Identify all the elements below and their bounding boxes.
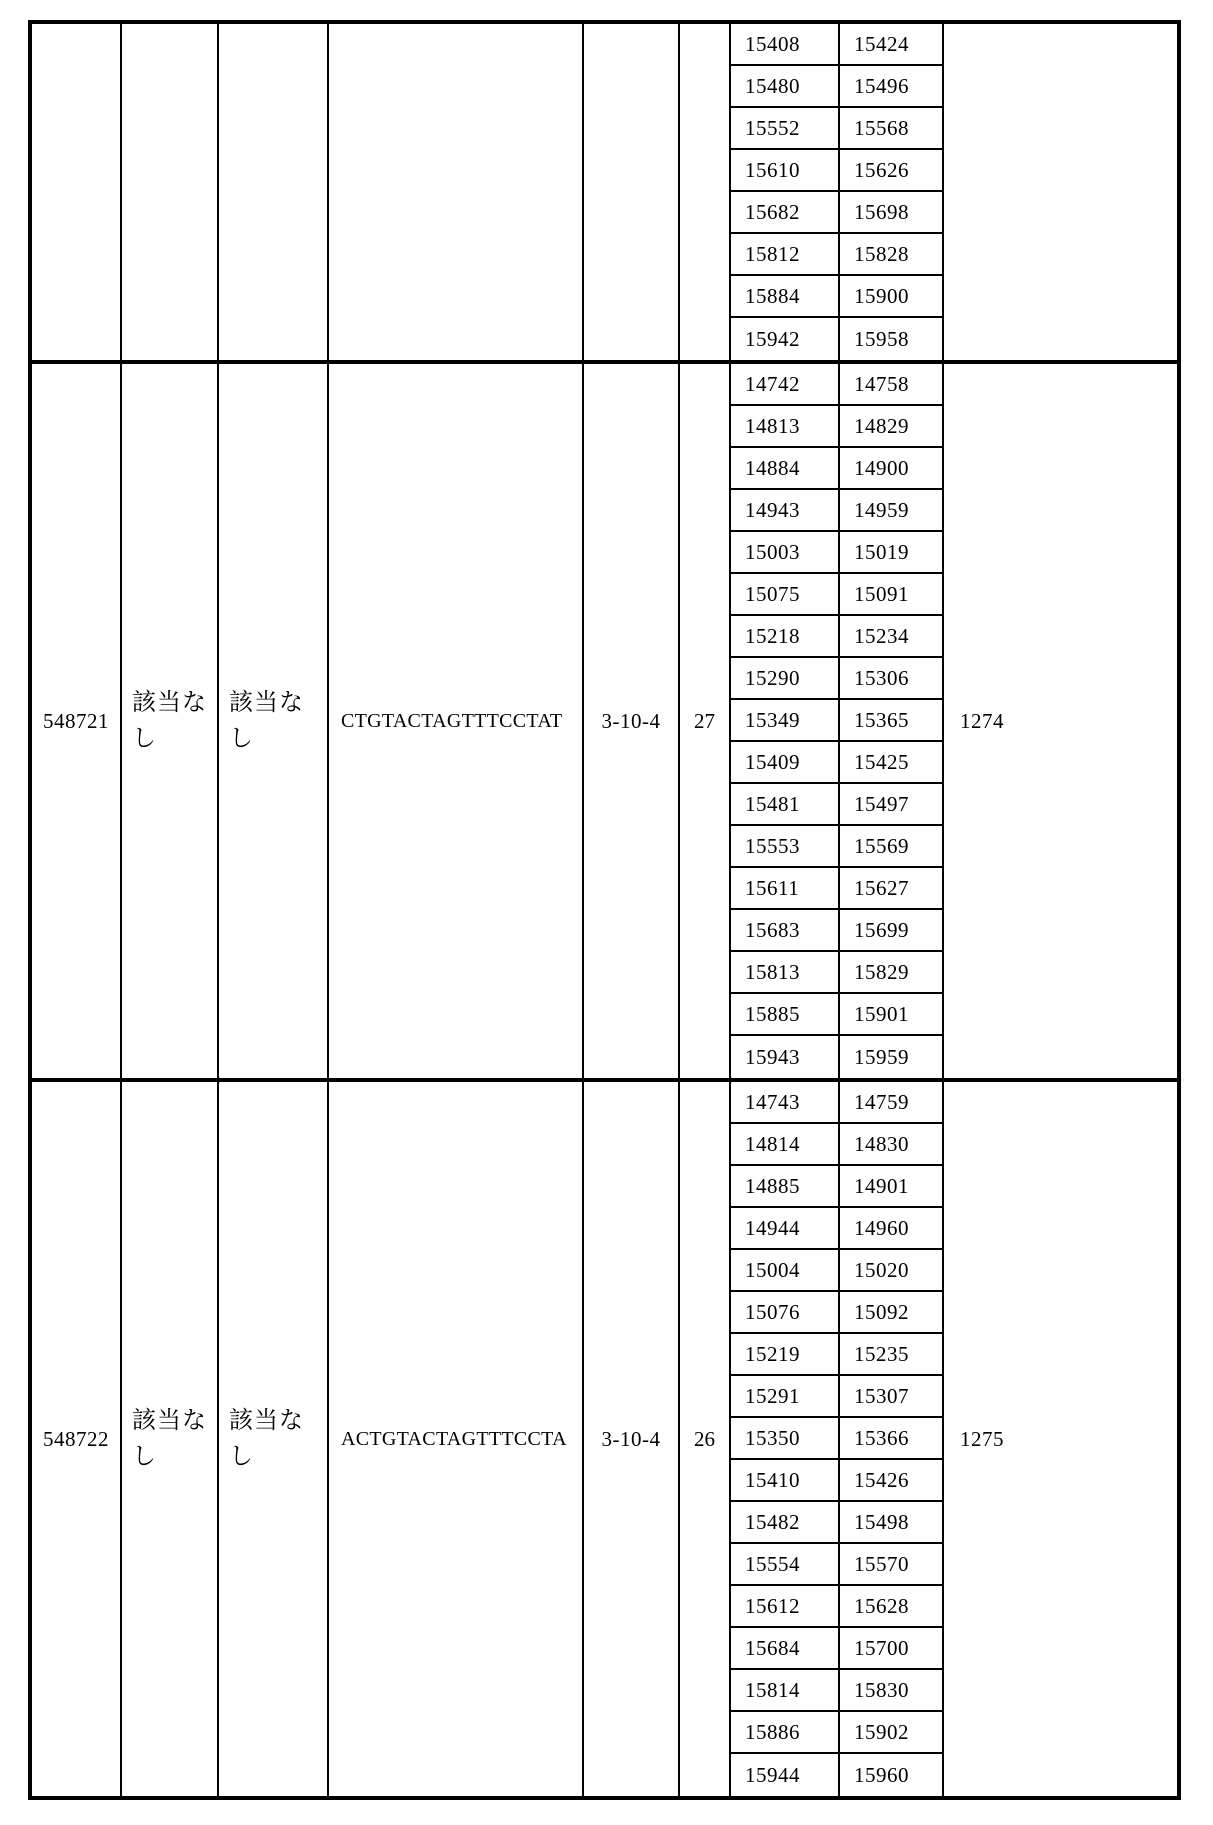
end-position: 15569 [854, 833, 909, 858]
cell-seq-id-no [944, 24, 1177, 360]
record-id-text: 548722 [43, 1426, 109, 1451]
end-position: 15234 [854, 623, 909, 648]
end-position: 15424 [854, 31, 909, 56]
end-position: 15959 [854, 1044, 909, 1069]
position-pair-row [731, 868, 942, 910]
position-pair-row [731, 1502, 942, 1544]
end-position: 14901 [854, 1173, 909, 1198]
start-position: 15942 [731, 318, 840, 360]
start-position: 15480 [731, 66, 840, 106]
end-position: 15830 [854, 1677, 909, 1702]
end-position: 15698 [854, 199, 909, 224]
end-position: 14830 [854, 1131, 909, 1156]
end-position: 15092 [854, 1299, 909, 1324]
cell-note-2 [219, 364, 329, 1078]
position-pair-row [731, 1628, 942, 1670]
start-position: 15886 [731, 1712, 840, 1752]
position-pair-row [731, 406, 942, 448]
record-id-text: 548721 [43, 708, 109, 733]
count-text: 26 [694, 1426, 715, 1451]
start-position: 15944 [731, 1754, 840, 1796]
end-position: 15828 [854, 241, 909, 266]
position-pair-row [731, 1208, 942, 1250]
position-pair-row [731, 826, 942, 868]
end-position: 15568 [854, 115, 909, 140]
position-pair-row [731, 616, 942, 658]
start-position: 15813 [731, 952, 840, 992]
note2-text: 該当なし [229, 690, 304, 752]
end-position: 15626 [854, 157, 909, 182]
position-pair-row [731, 1292, 942, 1334]
position-pair-row [731, 1082, 942, 1124]
end-position: 14900 [854, 455, 909, 480]
end-position: 15700 [854, 1635, 909, 1660]
position-pair-row [731, 66, 942, 108]
position-pair-row [731, 364, 942, 406]
start-position: 15884 [731, 276, 840, 316]
start-position: 14885 [731, 1166, 840, 1206]
position-pair-row [731, 910, 942, 952]
cell-seq-id-no [944, 364, 1177, 1078]
start-position: 15349 [731, 700, 840, 740]
cell-note-1 [122, 24, 219, 360]
start-position: 15076 [731, 1292, 840, 1332]
start-position: 15291 [731, 1376, 840, 1416]
region-text: 3-10-4 [601, 708, 661, 733]
sequence-text: CTGTACTAGTTTCCTAT [341, 709, 563, 732]
position-pair-row [731, 276, 942, 318]
end-position: 15901 [854, 1001, 909, 1026]
positions-subtable [731, 24, 944, 360]
start-position: 15943 [731, 1036, 840, 1078]
end-position: 15366 [854, 1425, 909, 1450]
start-position: 15218 [731, 616, 840, 656]
start-position: 15885 [731, 994, 840, 1034]
position-pair-row [731, 1036, 942, 1078]
position-pair-row [731, 700, 942, 742]
position-pair-row [731, 448, 942, 490]
start-position: 15552 [731, 108, 840, 148]
table-row-block [32, 1078, 1177, 1796]
cell-sequence [329, 1082, 584, 1796]
seqno-text: 1275 [960, 1426, 1004, 1451]
cell-sequence [329, 364, 584, 1078]
table-row-block [32, 24, 1177, 360]
start-position: 14743 [731, 1082, 840, 1122]
position-pair-row [731, 742, 942, 784]
count-text: 27 [694, 708, 715, 733]
cell-seq-id-no [944, 1082, 1177, 1796]
end-position: 15628 [854, 1593, 909, 1618]
start-position: 15481 [731, 784, 840, 824]
note1-text: 該当なし [132, 1408, 207, 1470]
end-position: 15020 [854, 1257, 909, 1282]
end-position: 15958 [854, 326, 909, 351]
end-position: 15570 [854, 1551, 909, 1576]
end-position: 14960 [854, 1215, 909, 1240]
position-pair-row [731, 574, 942, 616]
start-position: 15682 [731, 192, 840, 232]
position-pair-row [731, 1250, 942, 1292]
position-pair-row [731, 784, 942, 826]
start-position: 15408 [731, 24, 840, 64]
position-pair-row [731, 1418, 942, 1460]
cell-note-1 [122, 1082, 219, 1796]
start-position: 15410 [731, 1460, 840, 1500]
end-position: 14829 [854, 413, 909, 438]
end-position: 15425 [854, 749, 909, 774]
end-position: 14758 [854, 371, 909, 396]
cell-record-id [32, 1082, 122, 1796]
table-row-block [32, 360, 1177, 1078]
start-position: 15219 [731, 1334, 840, 1374]
start-position: 15075 [731, 574, 840, 614]
cell-count [680, 1082, 731, 1796]
start-position: 15812 [731, 234, 840, 274]
cell-record-id [32, 364, 122, 1078]
cell-region-code [584, 24, 680, 360]
end-position: 15019 [854, 539, 909, 564]
position-pair-row [731, 1586, 942, 1628]
position-pair-row [731, 1670, 942, 1712]
position-pair-row [731, 994, 942, 1036]
seqno-text: 1274 [960, 708, 1004, 733]
start-position: 15350 [731, 1418, 840, 1458]
position-pair-row [731, 952, 942, 994]
end-position: 15365 [854, 707, 909, 732]
start-position: 15482 [731, 1502, 840, 1542]
note2-text: 該当なし [229, 1408, 304, 1470]
end-position: 15306 [854, 665, 909, 690]
cell-count [680, 24, 731, 360]
position-pair-row [731, 658, 942, 700]
end-position: 15497 [854, 791, 909, 816]
sequence-text: ACTGTACTAGTTTCCTA [341, 1427, 567, 1450]
position-pair-row [731, 1712, 942, 1754]
position-pair-row [731, 1124, 942, 1166]
start-position: 14943 [731, 490, 840, 530]
cell-note-1 [122, 364, 219, 1078]
start-position: 15554 [731, 1544, 840, 1584]
end-position: 15960 [854, 1762, 909, 1787]
end-position: 15902 [854, 1719, 909, 1744]
cell-region-code [584, 1082, 680, 1796]
start-position: 15683 [731, 910, 840, 950]
end-position: 15235 [854, 1341, 909, 1366]
end-position: 15307 [854, 1383, 909, 1408]
start-position: 14742 [731, 364, 840, 404]
position-pair-row [731, 1376, 942, 1418]
sequence-listing-table [28, 20, 1181, 1800]
cell-count [680, 364, 731, 1078]
cell-sequence [329, 24, 584, 360]
position-pair-row [731, 532, 942, 574]
start-position: 15611 [731, 868, 840, 908]
position-pair-row [731, 108, 942, 150]
cell-record-id [32, 24, 122, 360]
start-position: 14884 [731, 448, 840, 488]
region-text: 3-10-4 [601, 1426, 661, 1451]
position-pair-row [731, 1460, 942, 1502]
start-position: 15610 [731, 150, 840, 190]
position-pair-row [731, 1754, 942, 1796]
start-position: 14813 [731, 406, 840, 446]
start-position: 14814 [731, 1124, 840, 1164]
start-position: 15553 [731, 826, 840, 866]
start-position: 15684 [731, 1628, 840, 1668]
end-position: 14759 [854, 1089, 909, 1114]
start-position: 15003 [731, 532, 840, 572]
note1-text: 該当なし [132, 690, 207, 752]
end-position: 14959 [854, 497, 909, 522]
start-position: 15814 [731, 1670, 840, 1710]
positions-subtable [731, 364, 944, 1078]
start-position: 15004 [731, 1250, 840, 1290]
position-pair-row [731, 234, 942, 276]
position-pair-row [731, 150, 942, 192]
start-position: 15612 [731, 1586, 840, 1626]
end-position: 15627 [854, 875, 909, 900]
end-position: 15699 [854, 917, 909, 942]
end-position: 15496 [854, 73, 909, 98]
cell-note-2 [219, 24, 329, 360]
position-pair-row [731, 24, 942, 66]
position-pair-row [731, 490, 942, 532]
position-pair-row [731, 318, 942, 360]
position-pair-row [731, 192, 942, 234]
start-position: 15290 [731, 658, 840, 698]
start-position: 15409 [731, 742, 840, 782]
end-position: 15900 [854, 283, 909, 308]
end-position: 15091 [854, 581, 909, 606]
end-position: 15426 [854, 1467, 909, 1492]
end-position: 15829 [854, 959, 909, 984]
cell-note-2 [219, 1082, 329, 1796]
position-pair-row [731, 1166, 942, 1208]
end-position: 15498 [854, 1509, 909, 1534]
cell-region-code [584, 364, 680, 1078]
position-pair-row [731, 1334, 942, 1376]
positions-subtable [731, 1082, 944, 1796]
start-position: 14944 [731, 1208, 840, 1248]
position-pair-row [731, 1544, 942, 1586]
